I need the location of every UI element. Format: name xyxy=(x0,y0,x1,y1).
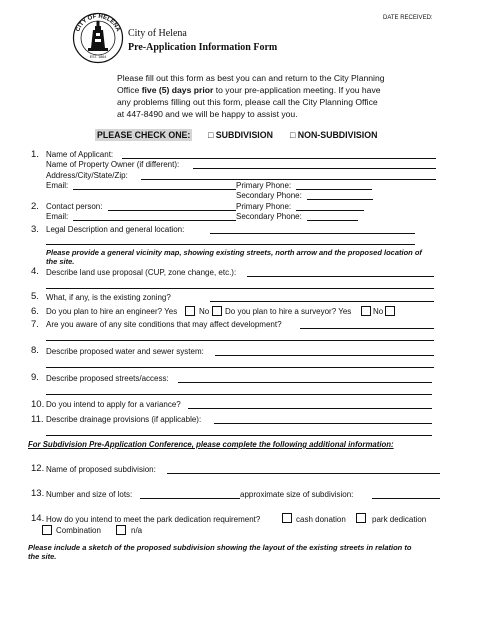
combination-checkbox[interactable] xyxy=(42,525,52,535)
q1-secondary-phone-label: Secondary Phone: xyxy=(236,191,302,200)
q1-primary-phone-label: Primary Phone: xyxy=(236,181,292,190)
address-label: Address/City/State/Zip: xyxy=(46,171,128,180)
applicant-label: Name of Applicant: xyxy=(46,150,114,159)
intro-paragraph xyxy=(117,72,427,120)
contact-label: Contact person: xyxy=(46,202,103,211)
q9-number: 9. xyxy=(31,372,39,383)
water-sewer-label: Describe proposed water and sewer system: xyxy=(46,347,204,356)
engineer-no-checkbox[interactable] xyxy=(212,306,222,316)
cash-donation-label: cash donation xyxy=(296,515,346,524)
subdivision-name-label: Name of proposed subdivision: xyxy=(46,465,156,474)
combination-label: Combination xyxy=(56,526,101,535)
surveyor-no-label: No xyxy=(373,307,384,316)
q2-email-field[interactable] xyxy=(73,220,236,221)
site-conditions-field-2[interactable] xyxy=(46,340,434,341)
site-conditions-label: Are you aware of any site conditions that may affect development? xyxy=(46,320,282,329)
subdivision-heading: For Subdivision Pre-Application Conference, please complete the following additional information: xyxy=(28,440,394,449)
zoning-label: What, if any, is the existing zoning? xyxy=(46,293,171,302)
site-conditions-field[interactable] xyxy=(300,328,434,329)
legal-description-label: Legal Description and general location: xyxy=(46,225,185,234)
q2-secondary-phone-label: Secondary Phone: xyxy=(236,212,302,221)
q2-primary-phone-label: Primary Phone: xyxy=(236,202,292,211)
q1-number: 1. xyxy=(31,149,39,160)
q4-number: 4. xyxy=(31,266,39,277)
q10-number: 10. xyxy=(31,399,45,410)
q2-primary-phone-field[interactable] xyxy=(296,210,364,211)
intro-line1: Please fill out this form as best you can and return to the City Planning xyxy=(117,73,385,83)
legal-description-field-2[interactable] xyxy=(46,244,415,245)
surveyor-label: Do you plan to hire a surveyor? Yes xyxy=(225,307,352,316)
engineer-label: Do you plan to hire an engineer? Yes xyxy=(46,307,178,316)
legal-description-field[interactable] xyxy=(210,233,415,234)
q3-number: 3. xyxy=(31,224,39,235)
land-use-label: Describe land use proposal (CUP, zone change, etc.): xyxy=(46,268,237,277)
q12-number: 12. xyxy=(31,463,45,474)
q2-email-label: Email: xyxy=(46,212,69,221)
check-one-label: PLEASE CHECK ONE: xyxy=(97,130,191,140)
drainage-label: Describe drainage provisions (if applicable): xyxy=(46,415,202,424)
q8-number: 8. xyxy=(31,345,39,356)
q13-number: 13. xyxy=(31,488,45,499)
engineer-no-label: No xyxy=(199,307,210,316)
seal-bottom-text: EST. 1864 xyxy=(89,55,107,59)
intro-line3: any problems filling out this form, please call the City Planning Office xyxy=(117,97,378,107)
q1-primary-phone-field[interactable] xyxy=(296,189,372,190)
surveyor-no-checkbox[interactable] xyxy=(385,306,395,316)
cash-donation-checkbox[interactable] xyxy=(282,513,292,523)
q14-number: 14. xyxy=(31,513,45,524)
form-title: Pre-Application Information Form xyxy=(128,42,278,53)
q1-email-label: Email: xyxy=(46,181,69,190)
owner-label: Name of Property Owner (if different): xyxy=(46,160,180,169)
q7-number: 7. xyxy=(31,319,39,330)
non-subdivision-option[interactable]: □ NON-SUBDIVISION xyxy=(290,130,378,140)
q6-number: 6. xyxy=(31,306,39,317)
streets-access-field-2[interactable] xyxy=(46,394,432,395)
subdivision-option[interactable]: □ SUBDIVISION xyxy=(208,130,273,140)
variance-label: Do you intend to apply for a variance? xyxy=(46,400,181,409)
seal-ring-text: CITY OF HELENA xyxy=(75,13,121,33)
surveyor-yes-checkbox[interactable] xyxy=(361,306,371,316)
q1-secondary-phone-field[interactable] xyxy=(307,199,373,200)
park-dedication-label: How do you intend to meet the park dedication requirement? xyxy=(46,515,261,524)
deadline-emphasis: five (5) days prior xyxy=(141,85,214,95)
drainage-field[interactable] xyxy=(214,423,432,424)
sketch-note: Please include a sketch of the proposed subdivision showing the layout of the existing streets in relation to the site. xyxy=(28,543,412,561)
na-checkbox[interactable] xyxy=(116,525,126,535)
land-use-field-2[interactable] xyxy=(46,288,434,289)
vicinity-map-note: Please provide a general vicinity map, showing existing streets, north arrow and the proposed location of the site. xyxy=(46,248,422,266)
city-seal xyxy=(72,12,124,64)
q1-email-field[interactable] xyxy=(73,189,236,190)
drainage-field-2[interactable] xyxy=(46,435,432,436)
engineer-yes-checkbox[interactable] xyxy=(185,306,195,316)
water-sewer-field[interactable] xyxy=(215,355,434,356)
lots-label: Number and size of lots: xyxy=(46,490,133,499)
streets-access-label: Describe proposed streets/access: xyxy=(46,374,169,383)
land-use-field[interactable] xyxy=(247,276,434,277)
streets-access-field[interactable] xyxy=(178,382,432,383)
water-sewer-field-2[interactable] xyxy=(46,367,434,368)
park-dedication-checkbox[interactable] xyxy=(356,513,366,523)
intro-line4: at 447-8490 and we will be happy to assist you. xyxy=(117,109,298,119)
park-dedication-option-label: park dedication xyxy=(372,515,427,524)
q2-number: 2. xyxy=(31,201,39,212)
intro-line2: Office five (5) days prior to your pre-application meeting. If you have xyxy=(117,85,381,95)
address-field[interactable] xyxy=(141,179,436,180)
owner-field[interactable] xyxy=(193,168,436,169)
variance-field[interactable] xyxy=(188,408,432,409)
contact-field[interactable] xyxy=(108,210,236,211)
q11-number: 11. xyxy=(31,414,44,425)
subdivision-name-field[interactable] xyxy=(167,473,440,474)
subdivision-size-field[interactable] xyxy=(372,498,440,499)
q2-secondary-phone-field[interactable] xyxy=(307,220,358,221)
na-label: n/a xyxy=(131,526,143,535)
date-received-label: DATE RECEIVED: xyxy=(383,15,433,21)
zoning-field[interactable] xyxy=(210,301,434,302)
q5-number: 5. xyxy=(31,291,39,302)
applicant-field[interactable] xyxy=(122,158,436,159)
lots-field[interactable] xyxy=(140,498,240,499)
city-name: City of Helena xyxy=(128,28,187,39)
subdivision-size-label: approximate size of subdivision: xyxy=(240,490,354,499)
